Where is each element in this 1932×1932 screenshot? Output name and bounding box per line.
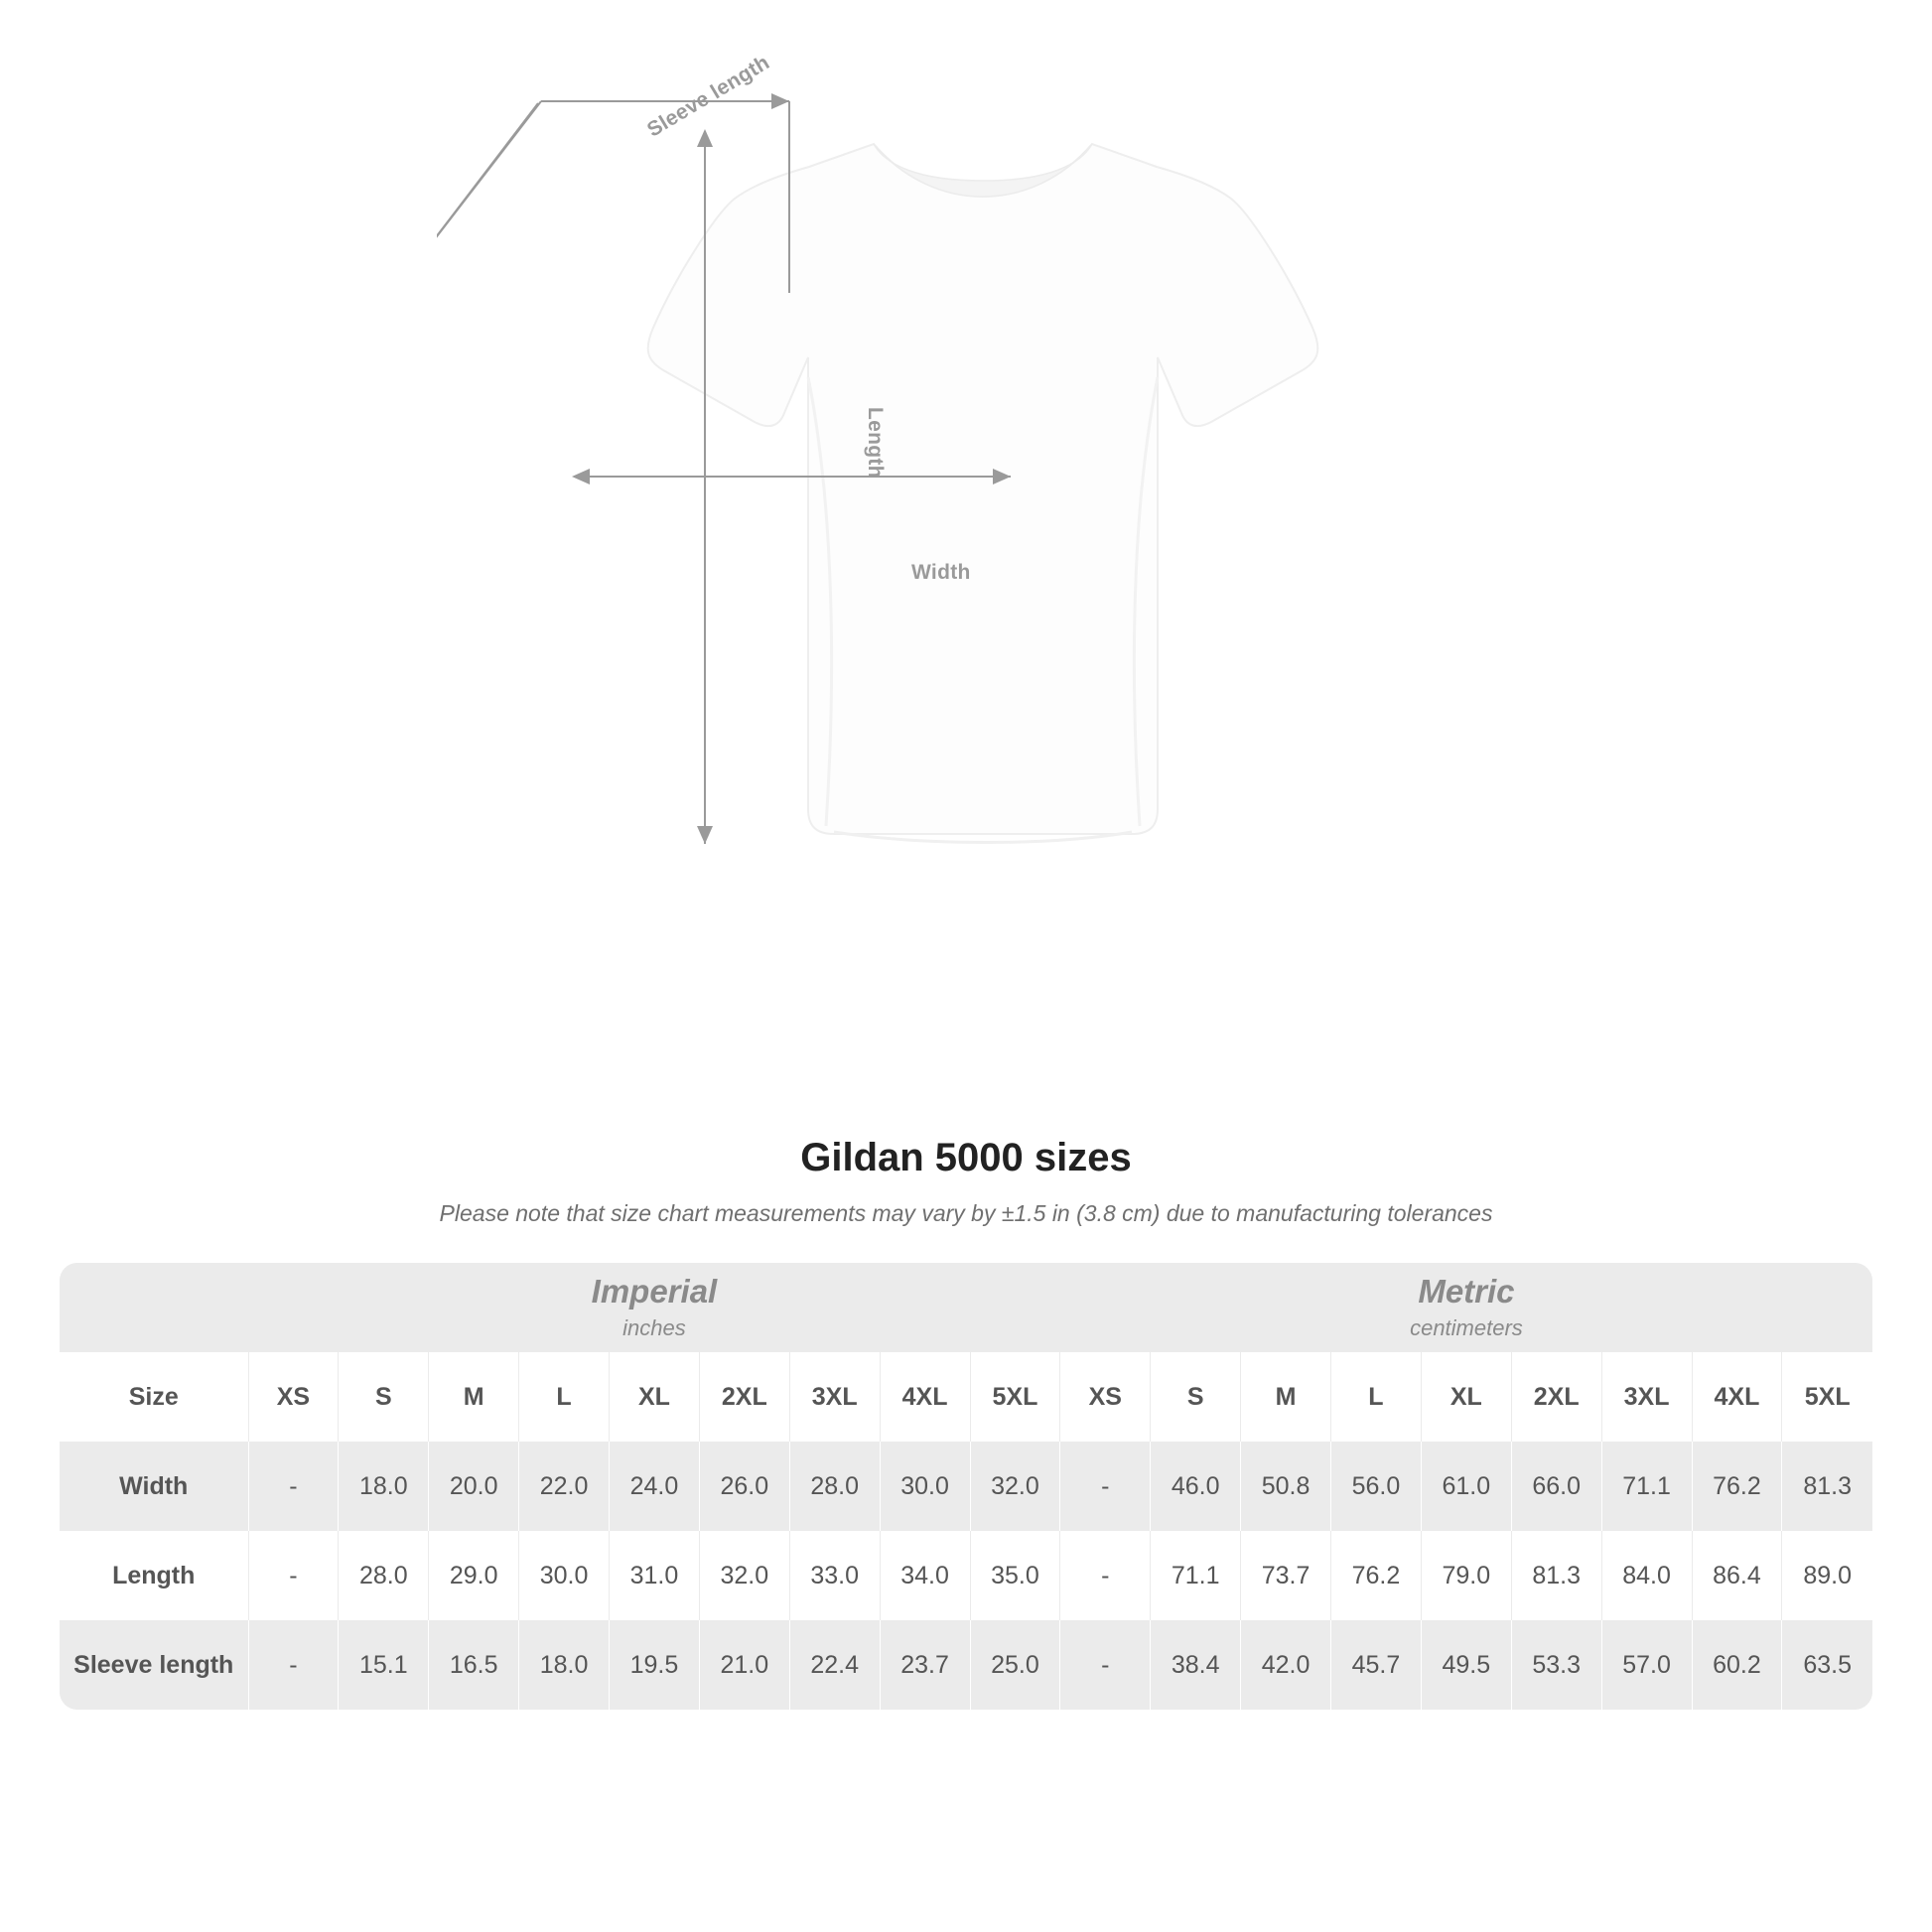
cell: 22.4	[789, 1620, 880, 1710]
cell: 56.0	[1331, 1442, 1422, 1531]
unit-name-metric: Metric	[1418, 1272, 1515, 1310]
size-table-body	[60, 1263, 1872, 1710]
cell: 22.0	[519, 1442, 610, 1531]
cell: 38.4	[1151, 1620, 1241, 1710]
cell: 71.1	[1601, 1442, 1692, 1531]
cell: 45.7	[1331, 1620, 1422, 1710]
cell: 29.0	[429, 1531, 519, 1620]
cell: 86.4	[1692, 1531, 1782, 1620]
column-header: 4XL	[880, 1352, 970, 1442]
unit-header-imperial	[248, 1263, 1060, 1352]
unit-sub-imperial: inches	[622, 1315, 686, 1341]
row-label: Sleeve length	[60, 1620, 248, 1710]
cell: 32.0	[970, 1442, 1060, 1531]
title-block	[0, 1136, 1932, 1227]
column-header: XS	[1060, 1352, 1151, 1442]
dimension-lines	[437, 60, 1489, 953]
cell: 32.0	[699, 1531, 789, 1620]
size-table	[60, 1263, 1872, 1710]
unit-header-spacer	[60, 1263, 248, 1352]
cell: 35.0	[970, 1531, 1060, 1620]
unit-header-row	[60, 1263, 1872, 1352]
table-row	[60, 1442, 1872, 1531]
cell: -	[248, 1531, 339, 1620]
cell: 34.0	[880, 1531, 970, 1620]
unit-header-metric	[1060, 1263, 1872, 1352]
column-header: 3XL	[1601, 1352, 1692, 1442]
cell: 57.0	[1601, 1620, 1692, 1710]
column-header: S	[339, 1352, 429, 1442]
unit-sub-metric: centimeters	[1410, 1315, 1523, 1341]
cell: -	[1060, 1442, 1151, 1531]
column-header: 2XL	[699, 1352, 789, 1442]
cell: -	[248, 1620, 339, 1710]
column-header: L	[1331, 1352, 1422, 1442]
cell: 50.8	[1241, 1442, 1331, 1531]
column-header: 3XL	[789, 1352, 880, 1442]
cell: 89.0	[1782, 1531, 1872, 1620]
cell: 46.0	[1151, 1442, 1241, 1531]
column-header: 5XL	[970, 1352, 1060, 1442]
cell: 26.0	[699, 1442, 789, 1531]
table-row	[60, 1531, 1872, 1620]
column-header: 4XL	[1692, 1352, 1782, 1442]
cell: 24.0	[610, 1442, 700, 1531]
cell: 18.0	[339, 1442, 429, 1531]
unit-name-imperial: Imperial	[591, 1272, 718, 1310]
cell: 15.1	[339, 1620, 429, 1710]
cell: 76.2	[1692, 1442, 1782, 1531]
column-header: M	[1241, 1352, 1331, 1442]
cell: 30.0	[519, 1531, 610, 1620]
cell: 25.0	[970, 1620, 1060, 1710]
cell: 28.0	[789, 1442, 880, 1531]
column-header-size: Size	[60, 1352, 248, 1442]
column-header: XL	[1421, 1352, 1511, 1442]
size-table-container	[60, 1263, 1872, 1710]
sleeve-length-label: Sleeve length	[643, 51, 774, 142]
tolerance-note: Please note that size chart measurements may vary by ±1.5 in (3.8 cm) due to manufacturing tolerances	[439, 1200, 1493, 1226]
cell: 42.0	[1241, 1620, 1331, 1710]
cell: 66.0	[1511, 1442, 1601, 1531]
cell: 63.5	[1782, 1620, 1872, 1710]
cell: 33.0	[789, 1531, 880, 1620]
cell: 81.3	[1511, 1531, 1601, 1620]
cell: 71.1	[1151, 1531, 1241, 1620]
cell: -	[248, 1442, 339, 1531]
row-label: Length	[60, 1531, 248, 1620]
page-title: Gildan 5000 sizes	[800, 1136, 1132, 1179]
cell: 73.7	[1241, 1531, 1331, 1620]
column-header: XL	[610, 1352, 700, 1442]
column-header: S	[1151, 1352, 1241, 1442]
cell: 81.3	[1782, 1442, 1872, 1531]
cell: 60.2	[1692, 1620, 1782, 1710]
width-label: Width	[911, 561, 971, 584]
length-label: Length	[864, 407, 887, 479]
cell: 16.5	[429, 1620, 519, 1710]
column-header: 2XL	[1511, 1352, 1601, 1442]
column-header: L	[519, 1352, 610, 1442]
column-header: M	[429, 1352, 519, 1442]
cell: 61.0	[1421, 1442, 1511, 1531]
cell: 31.0	[610, 1531, 700, 1620]
cell: -	[1060, 1620, 1151, 1710]
cell: -	[1060, 1531, 1151, 1620]
cell: 18.0	[519, 1620, 610, 1710]
cell: 53.3	[1511, 1620, 1601, 1710]
cell: 20.0	[429, 1442, 519, 1531]
cell: 19.5	[610, 1620, 700, 1710]
column-header: 5XL	[1782, 1352, 1872, 1442]
cell: 49.5	[1421, 1620, 1511, 1710]
table-row	[60, 1620, 1872, 1710]
cell: 76.2	[1331, 1531, 1422, 1620]
cell: 84.0	[1601, 1531, 1692, 1620]
cell: 23.7	[880, 1620, 970, 1710]
row-label: Width	[60, 1442, 248, 1531]
column-header: XS	[248, 1352, 339, 1442]
cell: 79.0	[1421, 1531, 1511, 1620]
cell: 30.0	[880, 1442, 970, 1531]
cell: 21.0	[699, 1620, 789, 1710]
column-header-row	[60, 1352, 1872, 1442]
cell: 28.0	[339, 1531, 429, 1620]
